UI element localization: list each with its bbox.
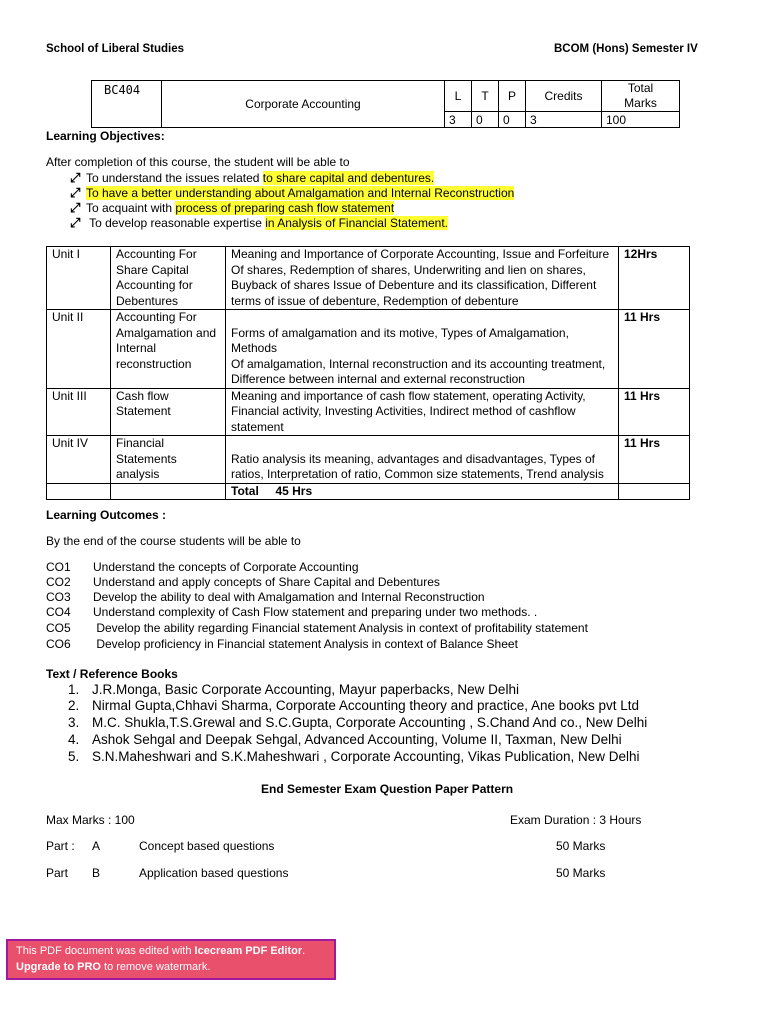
part-description: Application based questions — [139, 866, 289, 880]
part-marks: 50 Marks — [556, 839, 606, 853]
unit-title-line: Financial — [116, 436, 165, 450]
unit-title-line: Debentures — [116, 293, 179, 308]
objective-highlight: process of preparing cash flow statement — [175, 201, 395, 215]
unit-content-line: Of amalgamation, Internal reconstruction and its accounting treatment, — [231, 356, 606, 371]
value-T: 0 — [472, 112, 499, 128]
outcome-text: Understand the concepts of Corporate Accounting — [93, 560, 359, 574]
diagonal-arrow-icon: ⤢ — [70, 170, 81, 185]
unit-title-line: Amalgamation and — [116, 325, 217, 340]
objective-item — [70, 200, 394, 215]
part-marks: 50 Marks — [556, 866, 606, 880]
header-credits: Credits — [526, 81, 602, 112]
unit-label: Unit II — [47, 310, 111, 389]
outcome-code: CO4 — [46, 605, 71, 619]
unit-hours: 11 Hrs — [619, 388, 690, 436]
table-row — [47, 388, 690, 436]
outcome-item — [46, 605, 537, 619]
watermark-editor-name: Icecream PDF Editor — [194, 945, 303, 957]
watermark-text: This PDF document was edited with — [16, 945, 195, 957]
unit-title-line: reconstruction — [116, 356, 192, 371]
watermark-text: to remove watermark. — [100, 961, 211, 973]
unit-title-line: Accounting For — [116, 247, 197, 261]
part-label: Part — [46, 866, 69, 880]
diagonal-arrow-icon: ⤢ — [70, 200, 81, 215]
unit-title-line: Statements — [116, 451, 177, 466]
objective-item — [70, 215, 448, 230]
learning-objectives-heading: Learning Objectives: — [46, 129, 165, 143]
outcome-item — [46, 621, 588, 635]
outcome-text: Develop the ability to deal with Amalgamation and Internal Reconstruction — [93, 590, 485, 604]
learning-objectives-intro: After completion of this course, the student will be able to — [46, 155, 350, 169]
outcome-code: CO6 — [46, 637, 71, 651]
unit-content-line: Of shares, Redemption of shares, Underwriting and lien on shares, — [231, 262, 586, 277]
unit-content-line: Ratio analysis its meaning, advantages and disadvantages, Types of — [231, 451, 596, 466]
outcome-text: Develop proficiency in Financial statement Analysis in context of Balance Sheet — [93, 637, 518, 651]
books-heading: Text / Reference Books — [46, 667, 178, 681]
outcome-code: CO1 — [46, 560, 71, 574]
school-name: School of Liberal Studies — [46, 43, 185, 55]
empty-cell — [619, 483, 690, 500]
book-item — [68, 732, 622, 747]
unit-content-line: statement — [231, 419, 284, 434]
table-row — [47, 436, 690, 484]
value-P: 0 — [499, 112, 526, 128]
unit-label: Unit IV — [47, 436, 111, 484]
unit-title-line: Statement — [116, 404, 171, 418]
total-hours: Total 45 Hrs — [226, 483, 619, 500]
outcome-text: Understand and apply concepts of Share Capital and Debentures — [93, 575, 440, 589]
book-number: 4. — [68, 732, 80, 747]
unit-title-line: Internal — [116, 341, 157, 355]
header-T: T — [472, 81, 499, 112]
unit-content-line: Meaning and Importance of Corporate Accounting, Issue and Forfeiture — [231, 247, 610, 261]
unit-title-line: analysis — [116, 467, 160, 481]
unit-content-line: terms of issue of debenture, Redemption of debenture — [231, 293, 519, 308]
book-item — [68, 749, 640, 764]
unit-content-line — [231, 436, 613, 452]
exam-pattern-heading: End Semester Exam Question Paper Pattern — [261, 782, 514, 796]
watermark-line-2 — [16, 959, 334, 975]
watermark-banner[interactable] — [6, 939, 336, 980]
upgrade-link[interactable]: Upgrade to PRO — [16, 961, 101, 973]
table-row — [47, 247, 690, 310]
unit-title-line: Cash flow — [116, 388, 169, 403]
units-table — [46, 246, 690, 500]
book-text: Nirmal Gupta,Chhavi Sharma, Corporate Accounting theory and practice, Ane books pvt Ltd — [92, 698, 640, 713]
objective-text: To develop reasonable expertise — [86, 216, 266, 230]
outcome-item — [46, 590, 485, 604]
header-P: P — [499, 81, 526, 112]
book-text: Ashok Sehgal and Deepak Sehgal, Advanced Accounting, Volume II, Taxman, New Delhi — [92, 732, 622, 747]
book-item — [68, 715, 647, 730]
objective-text: To understand the issues related — [86, 171, 263, 185]
part-description: Concept based questions — [139, 839, 275, 853]
objective-highlight: Amalgamation and Internal Reconstruction — [287, 186, 515, 200]
book-text: M.C. Shukla,T.S.Grewal and S.C.Gupta, Corporate Accounting , S.Chand And co., New Delhi — [92, 715, 648, 730]
course-code: BC404 — [92, 81, 162, 128]
watermark-text: . — [302, 945, 306, 957]
header-L: L — [445, 81, 472, 112]
outcome-code: CO3 — [46, 590, 71, 604]
program-title: BCOM (Hons) Semester IV — [554, 43, 698, 55]
unit-title — [111, 436, 226, 484]
outcome-item — [46, 637, 518, 651]
book-text: J.R.Monga, Basic Corporate Accounting, Mayur paperbacks, New Delhi — [92, 682, 519, 697]
max-marks: Max Marks : 100 — [46, 813, 135, 827]
learning-outcomes-intro: By the end of the course students will be able to — [46, 534, 301, 548]
unit-title — [111, 388, 226, 436]
table-row — [47, 310, 690, 389]
objective-text: To have a better understanding about — [86, 186, 288, 200]
course-name: Corporate Accounting — [162, 81, 445, 128]
header-total-line1: Total — [627, 81, 654, 95]
objective-highlight: in Analysis of Financial Statement. — [265, 216, 448, 230]
unit-content — [226, 247, 619, 310]
book-number: 5. — [68, 749, 80, 764]
unit-title — [111, 247, 226, 310]
learning-outcomes-heading: Learning Outcomes : — [46, 508, 167, 522]
header-total-marks — [602, 81, 680, 112]
objective-item — [70, 170, 434, 185]
objective-item — [70, 185, 514, 200]
part-label: Part : — [46, 839, 75, 853]
unit-content-line: Forms of amalgamation and its motive, Types of Amalgamation, Methods — [231, 325, 569, 355]
outcome-text: Understand complexity of Cash Flow statement and preparing under two methods. . — [93, 605, 538, 619]
empty-cell — [47, 483, 111, 500]
unit-content-line: Meaning and importance of cash flow statement, operating Activity, — [231, 388, 586, 403]
unit-content-line — [231, 310, 613, 326]
header-total-line2: Marks — [624, 96, 657, 110]
book-number: 1. — [68, 682, 80, 697]
unit-content-line: ratios, Interpretation of ratio, Common size statements, Trend analysis — [231, 467, 604, 481]
exam-duration: Exam Duration : 3 Hours — [510, 813, 642, 827]
outcome-code: CO2 — [46, 575, 71, 589]
table-row-total — [47, 483, 690, 500]
part-letter: A — [92, 839, 101, 853]
unit-title-line: Share Capital — [116, 262, 189, 277]
book-number: 3. — [68, 715, 80, 730]
value-total-marks: 100 — [602, 112, 680, 128]
value-L: 3 — [445, 112, 472, 128]
unit-title — [111, 310, 226, 389]
outcome-item — [46, 560, 359, 574]
unit-content-line: Financial activity, Investing Activities, Indirect method of cashflow — [231, 404, 576, 418]
objective-text: To acquaint with — [86, 201, 176, 215]
value-credits: 3 — [526, 112, 602, 128]
objective-highlight: to share capital and debentures. — [262, 171, 435, 185]
diagonal-arrow-icon: ⤢ — [70, 215, 81, 230]
unit-title-line: Accounting for — [116, 278, 193, 292]
book-item — [68, 698, 639, 713]
unit-content — [226, 310, 619, 389]
book-number: 2. — [68, 698, 80, 713]
part-letter: B — [92, 866, 101, 880]
diagonal-arrow-icon: ⤢ — [70, 185, 81, 200]
unit-content — [226, 388, 619, 436]
unit-hours: 11 Hrs — [619, 436, 690, 484]
unit-hours: 12Hrs — [619, 247, 690, 310]
unit-label: Unit I — [47, 247, 111, 310]
watermark-line-1 — [16, 943, 334, 959]
unit-content — [226, 436, 619, 484]
unit-content-line: Buyback of shares Issue of Debenture and its classification, Different — [231, 278, 597, 292]
book-item — [68, 682, 519, 697]
unit-content-line: Difference between internal and external reconstruction — [231, 372, 525, 386]
course-info-table — [91, 80, 680, 128]
empty-cell — [111, 483, 226, 500]
outcome-text: Develop the ability regarding Financial statement Analysis in context of profitability statement — [93, 621, 588, 635]
outcome-code: CO5 — [46, 621, 71, 635]
unit-title-line: Accounting For — [116, 310, 197, 324]
outcome-item — [46, 575, 440, 589]
unit-label: Unit III — [47, 388, 111, 436]
book-text: S.N.Maheshwari and S.K.Maheshwari , Corporate Accounting, Vikas Publication, New Delhi — [92, 749, 640, 764]
unit-hours: 11 Hrs — [619, 310, 690, 389]
